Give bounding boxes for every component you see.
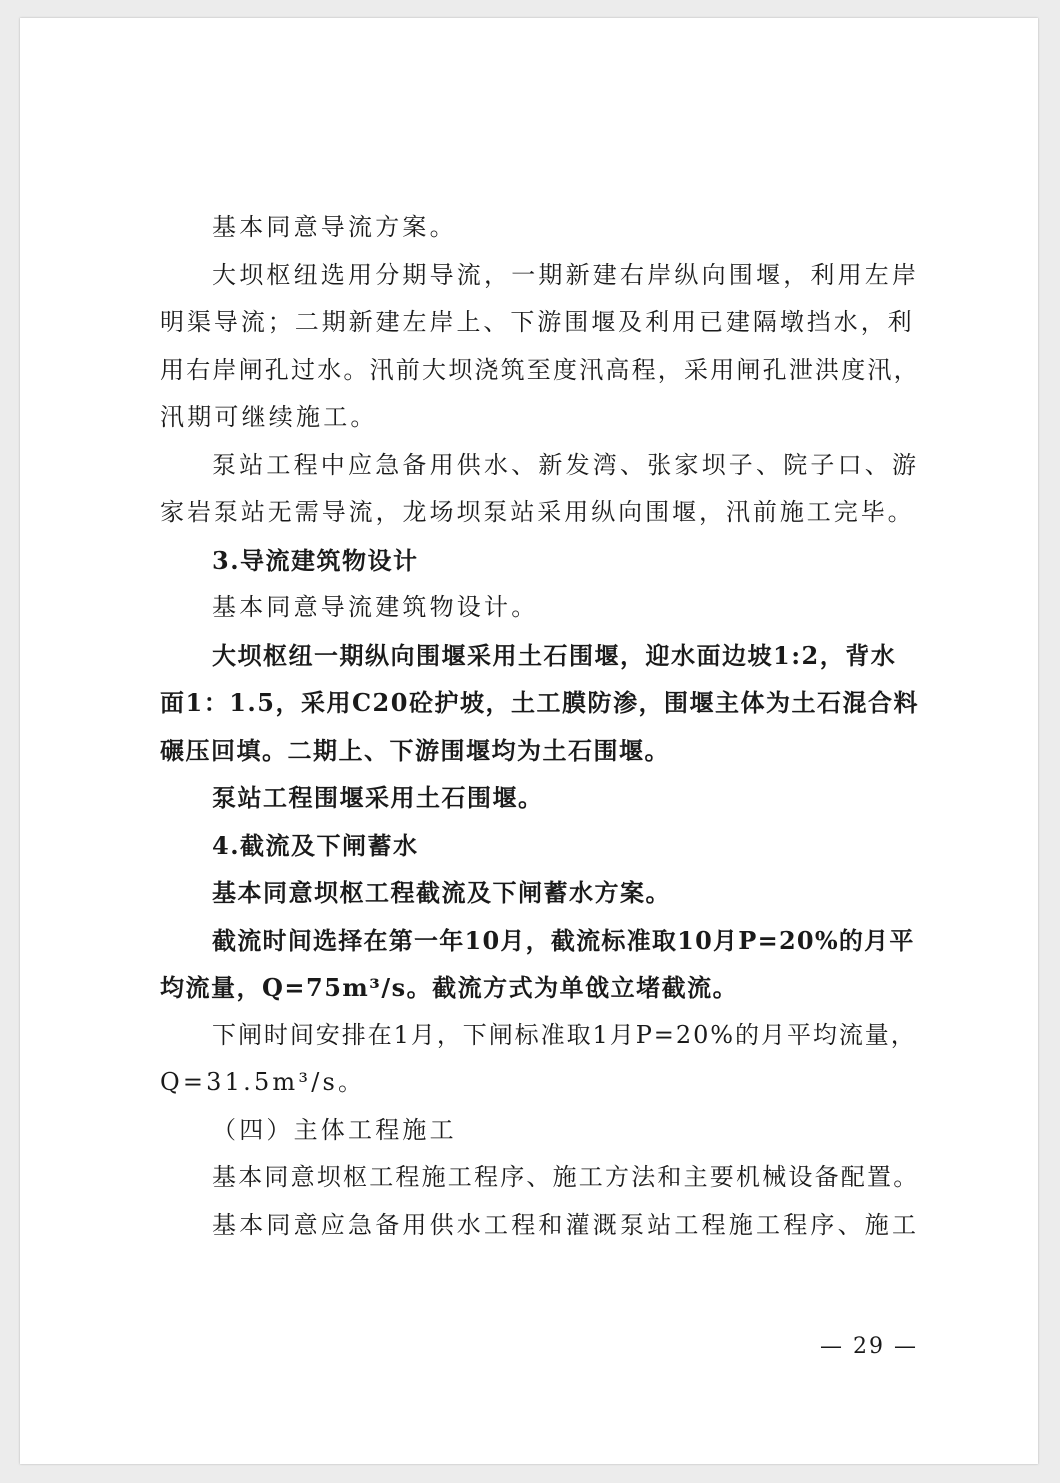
text-line: 汛期可继续施工。 — [160, 403, 378, 431]
text-line: Q=31.5m³/s。 — [160, 1068, 366, 1096]
text-line: 泵站工程围堰采用土石围堰。 — [212, 783, 544, 812]
page-number: — 29 — — [820, 1334, 918, 1359]
text-line: 基本同意导流建筑物设计。 — [212, 593, 539, 621]
text-line: 面1：1.5，采用C20砼护坡，土工膜防渗，围堰主体为土石混合料 — [160, 688, 919, 717]
section-heading: （四）主体工程施工 — [212, 1115, 457, 1144]
text-line: 大坝枢纽一期纵向围堰采用土石围堰，迎水面边坡1:2，背水 — [212, 640, 897, 670]
document-page — [20, 18, 1038, 1464]
text-line: 基本同意坝枢工程施工程序、施工方法和主要机械设备配置。 — [212, 1163, 920, 1191]
text-line: 下闸时间安排在1月，下闸标准取1月P=20%的月平均流量， — [212, 1020, 917, 1049]
text-line: 泵站工程中应急备用供水、新发湾、张家坝子、院子口、游 — [212, 450, 920, 479]
text-line: 截流时间选择在第一年10月，截流标准取10月P=20%的月平 — [212, 925, 915, 955]
section-heading: 3.导流建筑物设计 — [212, 545, 419, 575]
text-line: 家岩泵站无需导流，龙场坝泵站采用纵向围堰，汛前施工完毕。 — [160, 498, 915, 526]
text-line: 均流量，Q=75m³/s。截流方式为单戗立堵截流。 — [160, 973, 739, 1002]
text-line: 基本同意应急备用供水工程和灌溉泵站工程施工程序、施工 — [212, 1210, 920, 1239]
document-body — [160, 204, 920, 1249]
text-line: 基本同意坝枢工程截流及下闸蓄水方案。 — [212, 878, 671, 907]
text-line: 大坝枢纽选用分期导流，一期新建右岸纵向围堰，利用左岸 — [212, 260, 920, 289]
text-line: 碾压回填。二期上、下游围堰均为土石围堰。 — [160, 735, 670, 765]
text-line: 用右岸闸孔过水。汛前大坝浇筑至度汛高程，采用闸孔泄洪度汛， — [160, 355, 920, 384]
text-line: 明渠导流；二期新建左岸上、下游围堰及利用已建隔墩挡水，利 — [160, 308, 915, 336]
text-line: 基本同意导流方案。 — [212, 213, 457, 241]
section-heading: 4.截流及下闸蓄水 — [212, 830, 419, 860]
